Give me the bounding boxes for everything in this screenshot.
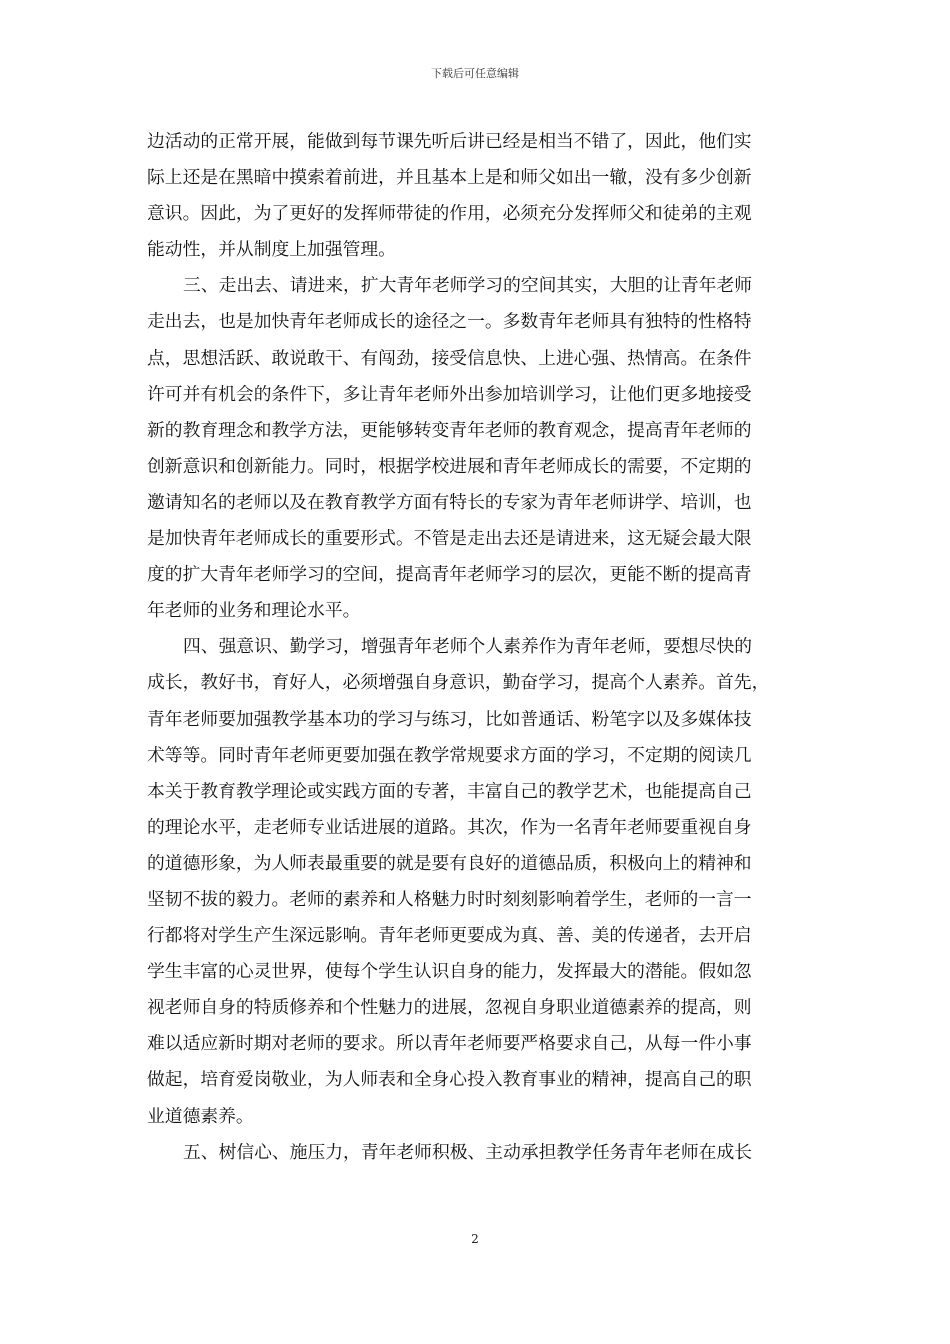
text-line: 创新意识和创新能力。同时，根据学校进展和青年老师成长的需要，不定期的 xyxy=(147,455,752,477)
text-line: 视老师自身的特质修养和个性魅力的进展，忽视自身职业道德素养的提高，则 xyxy=(147,997,752,1019)
text-line: 意识。因此，为了更好的发挥师带徒的作用，必须充分发挥师父和徒弟的主观 xyxy=(147,203,752,225)
text-line: 是加快青年老师成长的重要形式。不管是走出去还是请进来，这无疑会最大限 xyxy=(147,528,752,550)
text-line: 做起，培育爱岗敬业，为人师表和全身心投入教育事业的精神，提高自己的职 xyxy=(147,1069,752,1091)
text-line: 走出去，也是加快青年老师成长的途径之一。多数青年老师具有独特的性格特 xyxy=(147,311,752,333)
text-line: 的理论水平，走老师专业话进展的道路。其次，作为一名青年老师要重视自身 xyxy=(147,816,752,838)
text-line: 学生丰富的心灵世界，使每个学生认识自身的能力，发挥最大的潜能。假如忽 xyxy=(147,961,752,983)
document-body xyxy=(147,124,809,1171)
text-line: 新的教育理念和教学方法，更能够转变青年老师的教育观念，提高青年老师的 xyxy=(147,419,752,441)
text-line: 边活动的正常开展，能做到每节课先听后讲已经是相当不错了，因此，他们实 xyxy=(147,131,752,152)
page-header-note: 下载后可任意编辑 xyxy=(431,67,519,80)
paragraph-first-line: 三、走出去、请进来，扩大青年老师学习的空间其实，大胆的让青年老师 xyxy=(183,275,753,297)
text-line: 点，思想活跃、敢说敢干、有闯劲，接受信息快、上进心强、热情高。在条件 xyxy=(147,347,752,369)
text-line: 度的扩大青年老师学习的空间，提高青年老师学习的层次，更能不断的提高青 xyxy=(147,564,752,586)
page-number: 2 xyxy=(471,1232,479,1246)
text-line: 际上还是在黑暗中摸索着前进，并且基本上是和师父如出一辙，没有多少创新 xyxy=(147,167,752,189)
paragraph-first-line: 五、树信心、施压力，青年老师积极、主动承担教学任务青年老师在成长 xyxy=(183,1141,753,1163)
text-line: 许可并有机会的条件下，多让青年老师外出参加培训学习，让他们更多地接受 xyxy=(147,383,752,405)
text-line: 术等等。同时青年老师更要加强在教学常规要求方面的学习，不定期的阅读几 xyxy=(147,744,752,766)
text-line: 邀请知名的老师以及在教育教学方面有特长的专家为青年老师讲学、培训，也 xyxy=(147,491,752,513)
text-line: 业道德素养。 xyxy=(147,1105,254,1127)
paragraph-first-line: 四、强意识、勤学习，增强青年老师个人素养作为青年老师，要想尽快的 xyxy=(183,636,753,658)
text-line: 坚韧不拔的毅力。老师的素养和人格魅力时时刻刻影响着学生，老师的一言一 xyxy=(147,888,752,910)
text-line: 行都将对学生产生深远影响。青年老师更要成为真、善、美的传递者，去开启 xyxy=(147,925,752,947)
text-line: 成长，教好书，育好人，必须增强自身意识，勤奋学习，提高个人素养。首先， xyxy=(147,672,770,694)
text-line: 的道德形象，为人师表最重要的就是要有良好的道德品质，积极向上的精神和 xyxy=(147,852,752,874)
text-line: 年老师的业务和理论水平。 xyxy=(147,600,361,622)
text-line: 难以适应新时期对老师的要求。所以青年老师要严格要求自己，从每一件小事 xyxy=(147,1033,752,1055)
text-line: 能动性，并从制度上加强管理。 xyxy=(147,239,396,261)
text-line: 青年老师要加强教学基本功的学习与练习，比如普通话、粉笔字以及多媒体技 xyxy=(147,708,752,730)
text-line: 本关于教育教学理论或实践方面的专著，丰富自己的教学艺术，也能提高自己 xyxy=(147,780,752,802)
